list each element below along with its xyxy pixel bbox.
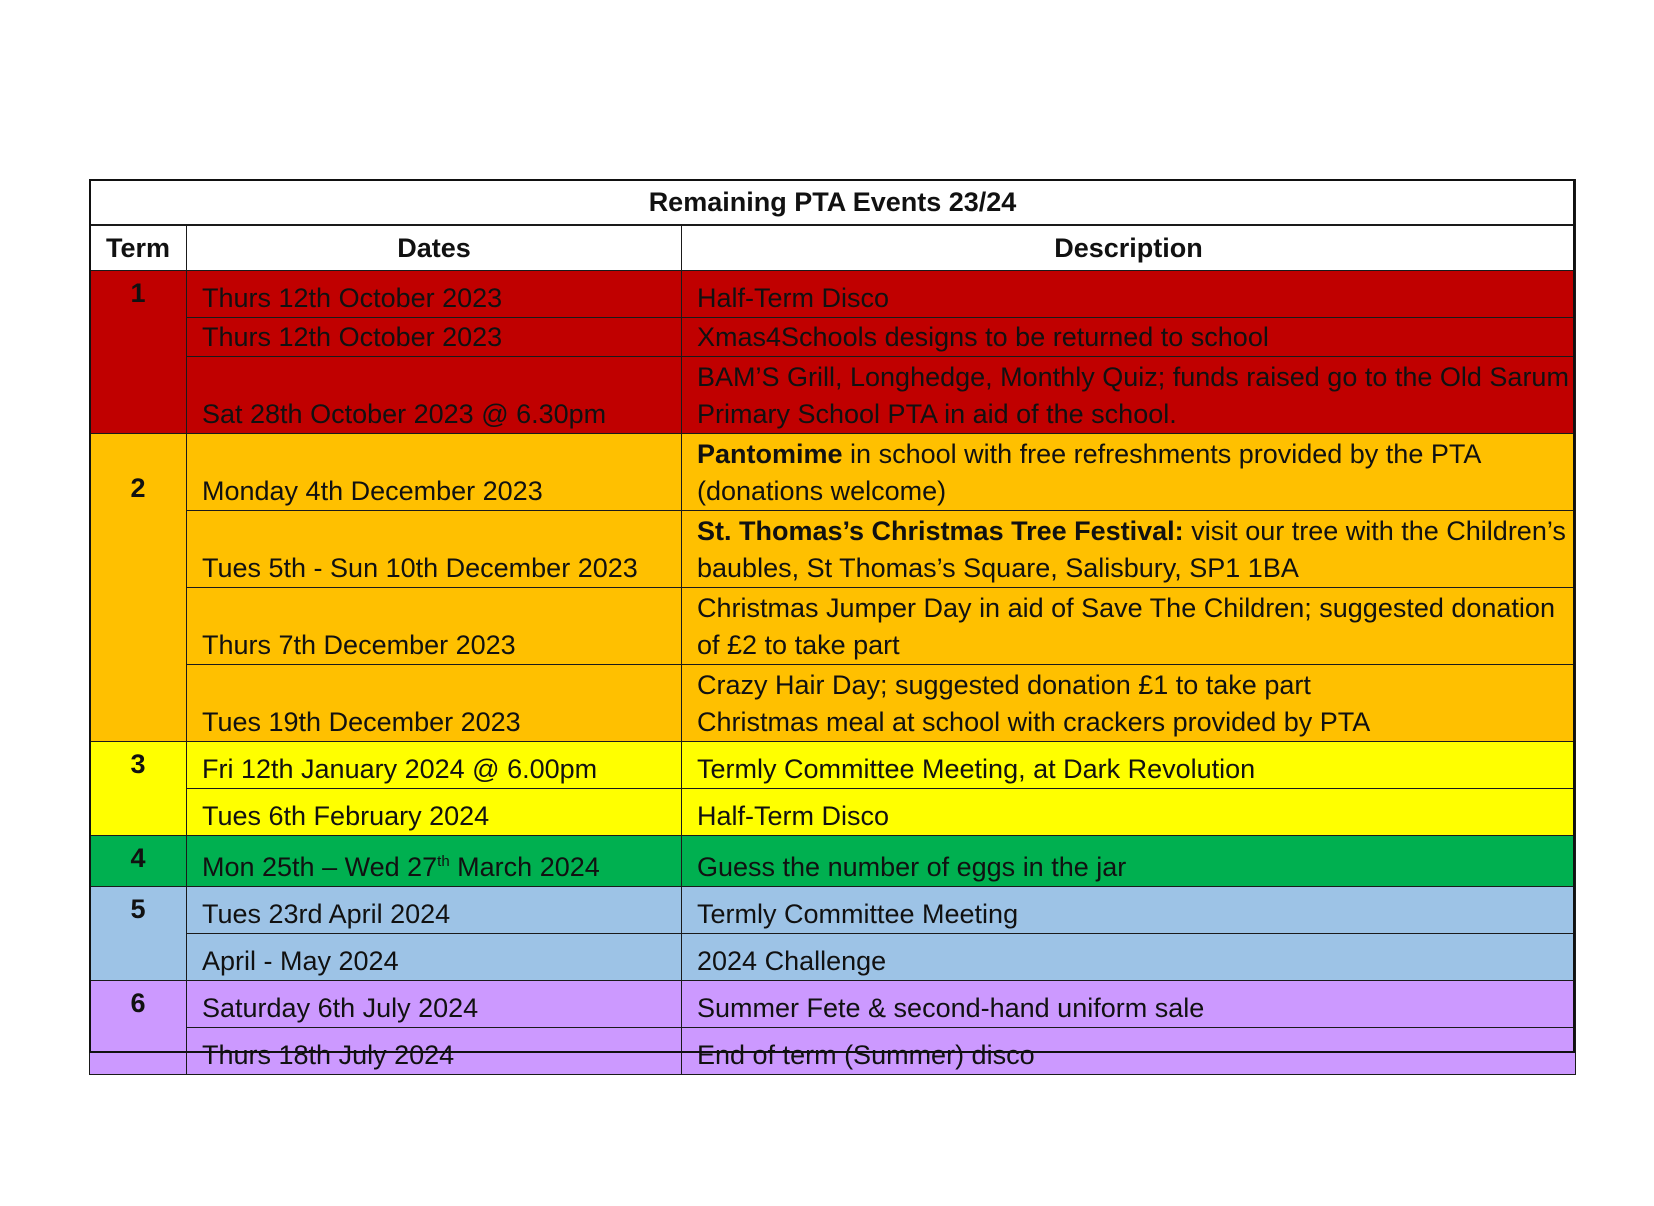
event-date-part: March 2024 (449, 852, 600, 882)
table-row (90, 511, 1576, 588)
event-description: BAM’S Grill, Longhedge, Monthly Quiz; funds raised go to the Old Sarum Primary School PTA in aid of the school. (682, 357, 1576, 434)
table-row (90, 742, 1576, 789)
event-date: Sat 28th October 2023 @ 6.30pm (187, 357, 682, 434)
event-description: Half-Term Disco (682, 789, 1576, 836)
table-row (90, 836, 1576, 887)
table-row (90, 887, 1576, 934)
event-date: April - May 2024 (187, 934, 682, 981)
event-date: Tues 6th February 2024 (187, 789, 682, 836)
table-row (90, 318, 1576, 357)
event-date: Fri 12th January 2024 @ 6.00pm (187, 742, 682, 789)
event-date-superscript: th (437, 853, 450, 870)
event-description-rest: visit our tree with the Children’s baubles, St Thomas’s Square, Salisbury, SP1 1BA (697, 516, 1566, 583)
term-number: 6 (90, 981, 187, 1075)
event-date (187, 836, 682, 887)
event-description (682, 511, 1576, 588)
event-date: Thurs 18th July 2024 (187, 1028, 682, 1075)
term-number: 3 (90, 742, 187, 836)
event-date: Tues 19th December 2023 (187, 665, 682, 742)
event-description: 2024 Challenge (682, 934, 1576, 981)
event-description: Summer Fete & second-hand uniform sale (682, 981, 1576, 1028)
event-date: Monday 4th December 2023 (187, 434, 682, 511)
event-description: Guess the number of eggs in the jar (682, 836, 1576, 887)
header-dates: Dates (187, 225, 682, 271)
term-number: 1 (90, 271, 187, 434)
event-description: End of term (Summer) disco (682, 1028, 1576, 1075)
term-number: 2 (90, 434, 187, 742)
event-description: Termly Committee Meeting, at Dark Revolution (682, 742, 1576, 789)
pta-events-table (89, 179, 1576, 1075)
event-description-line: Christmas meal at school with crackers provided by PTA (697, 707, 1371, 737)
event-description (682, 665, 1576, 742)
event-date: Thurs 7th December 2023 (187, 588, 682, 665)
event-date: Thurs 12th October 2023 (187, 318, 682, 357)
event-date: Tues 5th - Sun 10th December 2023 (187, 511, 682, 588)
table-row (90, 271, 1576, 318)
header-term: Term (90, 225, 187, 271)
event-description-line: Crazy Hair Day; suggested donation £1 to take part (697, 670, 1311, 700)
event-description-bold: St. Thomas’s Christmas Tree Festival: (697, 516, 1184, 546)
table-title: Remaining PTA Events 23/24 (90, 180, 1576, 226)
event-description-bold: Pantomime (697, 439, 843, 469)
table-row (90, 357, 1576, 434)
table-row (90, 1028, 1576, 1075)
event-description: Christmas Jumper Day in aid of Save The Children; suggested donation of £2 to take part (682, 588, 1576, 665)
header-description: Description (682, 225, 1576, 271)
event-description: Half-Term Disco (682, 271, 1576, 318)
event-description-rest: in school with free refreshments provided by the PTA (donations welcome) (697, 439, 1480, 506)
event-date: Thurs 12th October 2023 (187, 271, 682, 318)
event-date: Tues 23rd April 2024 (187, 887, 682, 934)
table-row (90, 789, 1576, 836)
event-description (682, 434, 1576, 511)
term-number: 4 (90, 836, 187, 887)
event-date: Saturday 6th July 2024 (187, 981, 682, 1028)
table-row (90, 588, 1576, 665)
table-row (90, 934, 1576, 981)
table-row (90, 981, 1576, 1028)
event-description: Termly Committee Meeting (682, 887, 1576, 934)
event-date-part: Mon 25th – Wed 27 (202, 852, 438, 882)
table-row (90, 434, 1576, 511)
event-description: Xmas4Schools designs to be returned to school (682, 318, 1576, 357)
table-row (90, 665, 1576, 742)
term-number: 5 (90, 887, 187, 981)
